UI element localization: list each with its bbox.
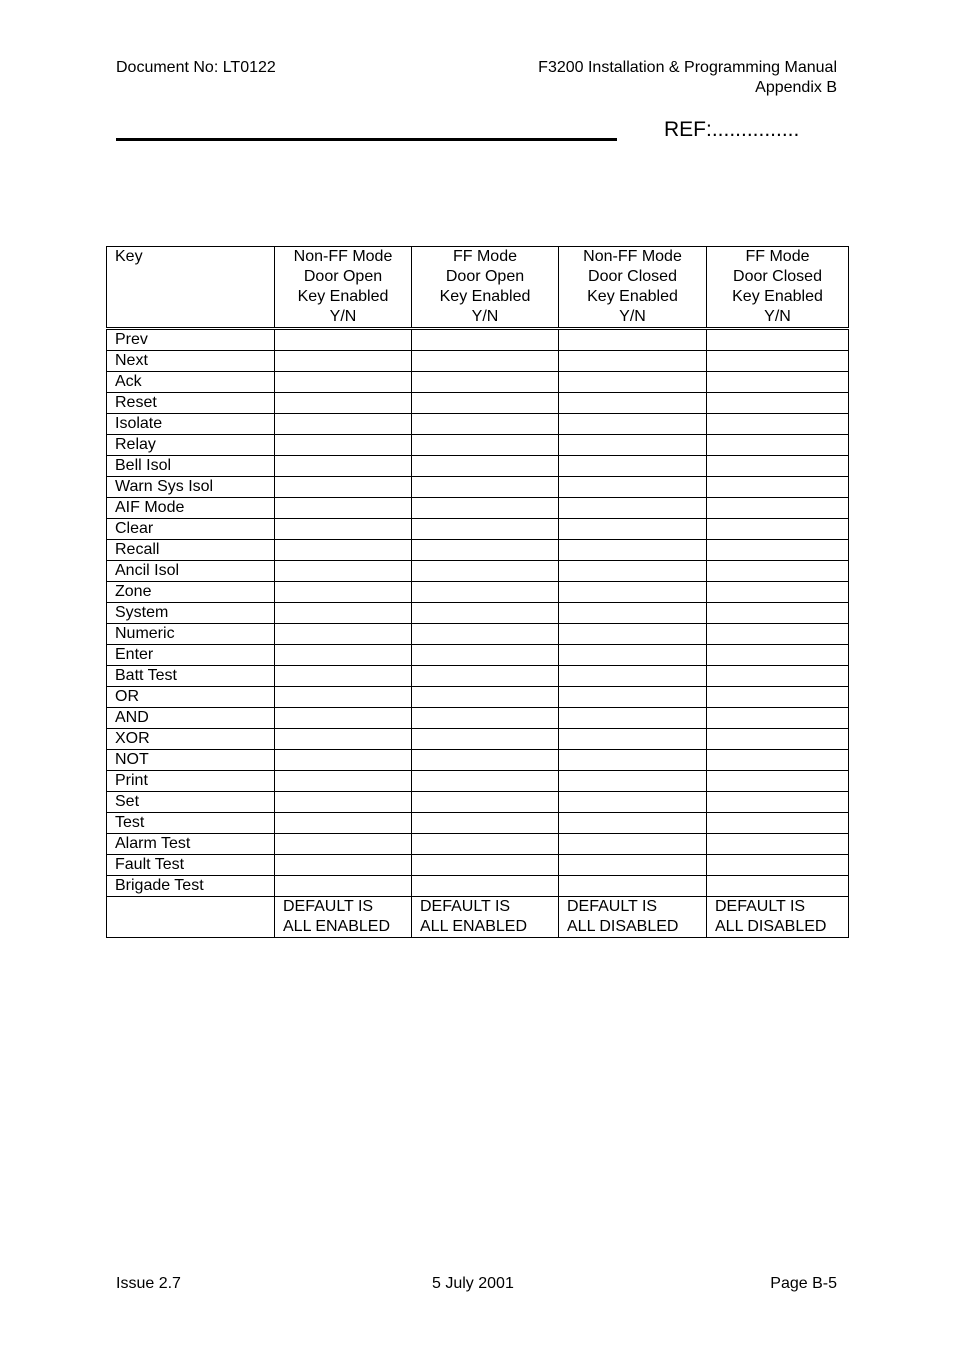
yn-cell bbox=[412, 855, 559, 876]
table-row bbox=[107, 708, 849, 729]
table-row bbox=[107, 624, 849, 645]
key-name: Recall bbox=[107, 540, 275, 561]
table-row bbox=[107, 372, 849, 393]
yn-cell bbox=[275, 372, 412, 393]
yn-cell bbox=[707, 603, 849, 624]
table-row bbox=[107, 561, 849, 582]
table-row bbox=[107, 456, 849, 477]
column-header-nonff-door-open: Non-FF Mode Door Open Key Enabled Y/N bbox=[275, 247, 412, 329]
yn-cell bbox=[275, 393, 412, 414]
defaults-row bbox=[107, 897, 849, 938]
issue-date: 5 July 2001 bbox=[432, 1275, 514, 1292]
yn-cell bbox=[412, 876, 559, 897]
table-row bbox=[107, 498, 849, 519]
key-name: AND bbox=[107, 708, 275, 729]
key-name: Test bbox=[107, 813, 275, 834]
yn-cell bbox=[275, 834, 412, 855]
page-number: Page B-5 bbox=[770, 1275, 837, 1292]
yn-cell bbox=[707, 414, 849, 435]
manual-title: F3200 Installation & Programming Manual bbox=[538, 59, 837, 76]
yn-cell bbox=[412, 687, 559, 708]
key-name: Fault Test bbox=[107, 855, 275, 876]
yn-cell bbox=[559, 771, 707, 792]
yn-cell bbox=[412, 561, 559, 582]
default-nonff-door-closed: DEFAULT IS ALL DISABLED bbox=[559, 897, 707, 938]
key-name: Set bbox=[107, 792, 275, 813]
table-body bbox=[107, 329, 849, 897]
yn-cell bbox=[412, 393, 559, 414]
yn-cell bbox=[707, 477, 849, 498]
yn-cell bbox=[559, 645, 707, 666]
key-name: Alarm Test bbox=[107, 834, 275, 855]
yn-cell bbox=[275, 645, 412, 666]
yn-cell bbox=[707, 687, 849, 708]
yn-cell bbox=[559, 729, 707, 750]
default-ff-door-closed: DEFAULT IS ALL DISABLED bbox=[707, 897, 849, 938]
key-name: Bell Isol bbox=[107, 456, 275, 477]
table-row bbox=[107, 435, 849, 456]
yn-cell bbox=[275, 624, 412, 645]
yn-cell bbox=[275, 456, 412, 477]
yn-cell bbox=[559, 414, 707, 435]
yn-cell bbox=[412, 498, 559, 519]
yn-cell bbox=[275, 414, 412, 435]
column-header-key: Key bbox=[107, 247, 275, 329]
yn-cell bbox=[707, 834, 849, 855]
yn-cell bbox=[707, 540, 849, 561]
yn-cell bbox=[559, 519, 707, 540]
yn-cell bbox=[559, 666, 707, 687]
yn-cell bbox=[275, 519, 412, 540]
table-row bbox=[107, 750, 849, 771]
yn-cell bbox=[707, 435, 849, 456]
yn-cell bbox=[559, 855, 707, 876]
yn-cell bbox=[707, 351, 849, 372]
key-name: System bbox=[107, 603, 275, 624]
yn-cell bbox=[559, 393, 707, 414]
key-name: OR bbox=[107, 687, 275, 708]
yn-cell bbox=[707, 729, 849, 750]
yn-cell bbox=[559, 372, 707, 393]
key-name: Numeric bbox=[107, 624, 275, 645]
key-name: Brigade Test bbox=[107, 876, 275, 897]
yn-cell bbox=[559, 561, 707, 582]
yn-cell bbox=[707, 855, 849, 876]
table-row bbox=[107, 393, 849, 414]
table-row bbox=[107, 477, 849, 498]
table-row bbox=[107, 540, 849, 561]
yn-cell bbox=[559, 708, 707, 729]
yn-cell bbox=[275, 687, 412, 708]
yn-cell bbox=[275, 435, 412, 456]
yn-cell bbox=[412, 834, 559, 855]
header-rule bbox=[116, 138, 617, 141]
yn-cell bbox=[275, 729, 412, 750]
yn-cell bbox=[707, 792, 849, 813]
yn-cell bbox=[412, 666, 559, 687]
yn-cell bbox=[412, 329, 559, 351]
issue-number: Issue 2.7 bbox=[116, 1275, 181, 1292]
yn-cell bbox=[275, 329, 412, 351]
table-row bbox=[107, 351, 849, 372]
yn-cell bbox=[412, 414, 559, 435]
table-row bbox=[107, 771, 849, 792]
yn-cell bbox=[275, 876, 412, 897]
manual-title-block bbox=[538, 58, 837, 98]
table-row bbox=[107, 582, 849, 603]
appendix-label: Appendix B bbox=[755, 79, 837, 96]
table-row bbox=[107, 813, 849, 834]
key-name: XOR bbox=[107, 729, 275, 750]
table-row bbox=[107, 792, 849, 813]
yn-cell bbox=[559, 792, 707, 813]
key-name: Zone bbox=[107, 582, 275, 603]
yn-cell bbox=[559, 498, 707, 519]
key-name: Relay bbox=[107, 435, 275, 456]
key-name: Warn Sys Isol bbox=[107, 477, 275, 498]
table-row bbox=[107, 834, 849, 855]
yn-cell bbox=[412, 456, 559, 477]
yn-cell bbox=[275, 603, 412, 624]
yn-cell bbox=[707, 582, 849, 603]
yn-cell bbox=[275, 540, 412, 561]
yn-cell bbox=[559, 834, 707, 855]
yn-cell bbox=[412, 351, 559, 372]
default-nonff-door-open: DEFAULT IS ALL ENABLED bbox=[275, 897, 412, 938]
yn-cell bbox=[707, 708, 849, 729]
yn-cell bbox=[707, 393, 849, 414]
yn-cell bbox=[412, 582, 559, 603]
yn-cell bbox=[559, 540, 707, 561]
yn-cell bbox=[707, 456, 849, 477]
yn-cell bbox=[412, 750, 559, 771]
yn-cell bbox=[707, 519, 849, 540]
yn-cell bbox=[707, 645, 849, 666]
yn-cell bbox=[412, 372, 559, 393]
yn-cell bbox=[559, 329, 707, 351]
yn-cell bbox=[412, 729, 559, 750]
yn-cell bbox=[707, 876, 849, 897]
yn-cell bbox=[412, 708, 559, 729]
table-row bbox=[107, 855, 849, 876]
yn-cell bbox=[559, 687, 707, 708]
yn-cell bbox=[559, 603, 707, 624]
yn-cell bbox=[559, 456, 707, 477]
key-name: NOT bbox=[107, 750, 275, 771]
table-row bbox=[107, 603, 849, 624]
yn-cell bbox=[707, 750, 849, 771]
yn-cell bbox=[412, 771, 559, 792]
default-ff-door-open: DEFAULT IS ALL ENABLED bbox=[412, 897, 559, 938]
ref-label: REF:............... bbox=[664, 118, 800, 141]
key-name: Clear bbox=[107, 519, 275, 540]
yn-cell bbox=[559, 435, 707, 456]
yn-cell bbox=[275, 771, 412, 792]
yn-cell bbox=[412, 813, 559, 834]
yn-cell bbox=[275, 813, 412, 834]
yn-cell bbox=[412, 435, 559, 456]
yn-cell bbox=[559, 582, 707, 603]
yn-cell bbox=[275, 750, 412, 771]
key-name: Print bbox=[107, 771, 275, 792]
table-row bbox=[107, 519, 849, 540]
yn-cell bbox=[275, 477, 412, 498]
key-name: Reset bbox=[107, 393, 275, 414]
yn-cell bbox=[412, 792, 559, 813]
table-row bbox=[107, 729, 849, 750]
yn-cell bbox=[275, 351, 412, 372]
yn-cell bbox=[275, 561, 412, 582]
yn-cell bbox=[275, 708, 412, 729]
table-header-row bbox=[107, 247, 849, 329]
key-enable-table bbox=[106, 246, 849, 938]
yn-cell bbox=[412, 624, 559, 645]
key-name: Ancil Isol bbox=[107, 561, 275, 582]
yn-cell bbox=[412, 540, 559, 561]
table-row bbox=[107, 876, 849, 897]
key-name: Ack bbox=[107, 372, 275, 393]
yn-cell bbox=[275, 582, 412, 603]
yn-cell bbox=[275, 498, 412, 519]
yn-cell bbox=[707, 624, 849, 645]
yn-cell bbox=[275, 792, 412, 813]
yn-cell bbox=[275, 855, 412, 876]
yn-cell bbox=[707, 813, 849, 834]
yn-cell bbox=[559, 624, 707, 645]
yn-cell bbox=[412, 645, 559, 666]
yn-cell bbox=[412, 603, 559, 624]
column-header-ff-door-open: FF Mode Door Open Key Enabled Y/N bbox=[412, 247, 559, 329]
key-name: Isolate bbox=[107, 414, 275, 435]
table-row bbox=[107, 329, 849, 351]
yn-cell bbox=[412, 477, 559, 498]
yn-cell bbox=[412, 519, 559, 540]
table-row bbox=[107, 666, 849, 687]
key-name: AIF Mode bbox=[107, 498, 275, 519]
yn-cell bbox=[559, 750, 707, 771]
yn-cell bbox=[559, 876, 707, 897]
yn-cell bbox=[707, 498, 849, 519]
table-row bbox=[107, 645, 849, 666]
table-row bbox=[107, 687, 849, 708]
key-name: Enter bbox=[107, 645, 275, 666]
yn-cell bbox=[707, 666, 849, 687]
column-header-nonff-door-closed: Non-FF Mode Door Closed Key Enabled Y/N bbox=[559, 247, 707, 329]
table-row bbox=[107, 414, 849, 435]
key-name: Next bbox=[107, 351, 275, 372]
yn-cell bbox=[707, 372, 849, 393]
defaults-row-label bbox=[107, 897, 275, 938]
yn-cell bbox=[559, 813, 707, 834]
yn-cell bbox=[275, 666, 412, 687]
yn-cell bbox=[559, 351, 707, 372]
key-name: Batt Test bbox=[107, 666, 275, 687]
key-name: Prev bbox=[107, 329, 275, 351]
yn-cell bbox=[707, 561, 849, 582]
document-number: Document No: LT0122 bbox=[116, 59, 276, 76]
column-header-ff-door-closed: FF Mode Door Closed Key Enabled Y/N bbox=[707, 247, 849, 329]
yn-cell bbox=[559, 477, 707, 498]
yn-cell bbox=[707, 329, 849, 351]
yn-cell bbox=[707, 771, 849, 792]
